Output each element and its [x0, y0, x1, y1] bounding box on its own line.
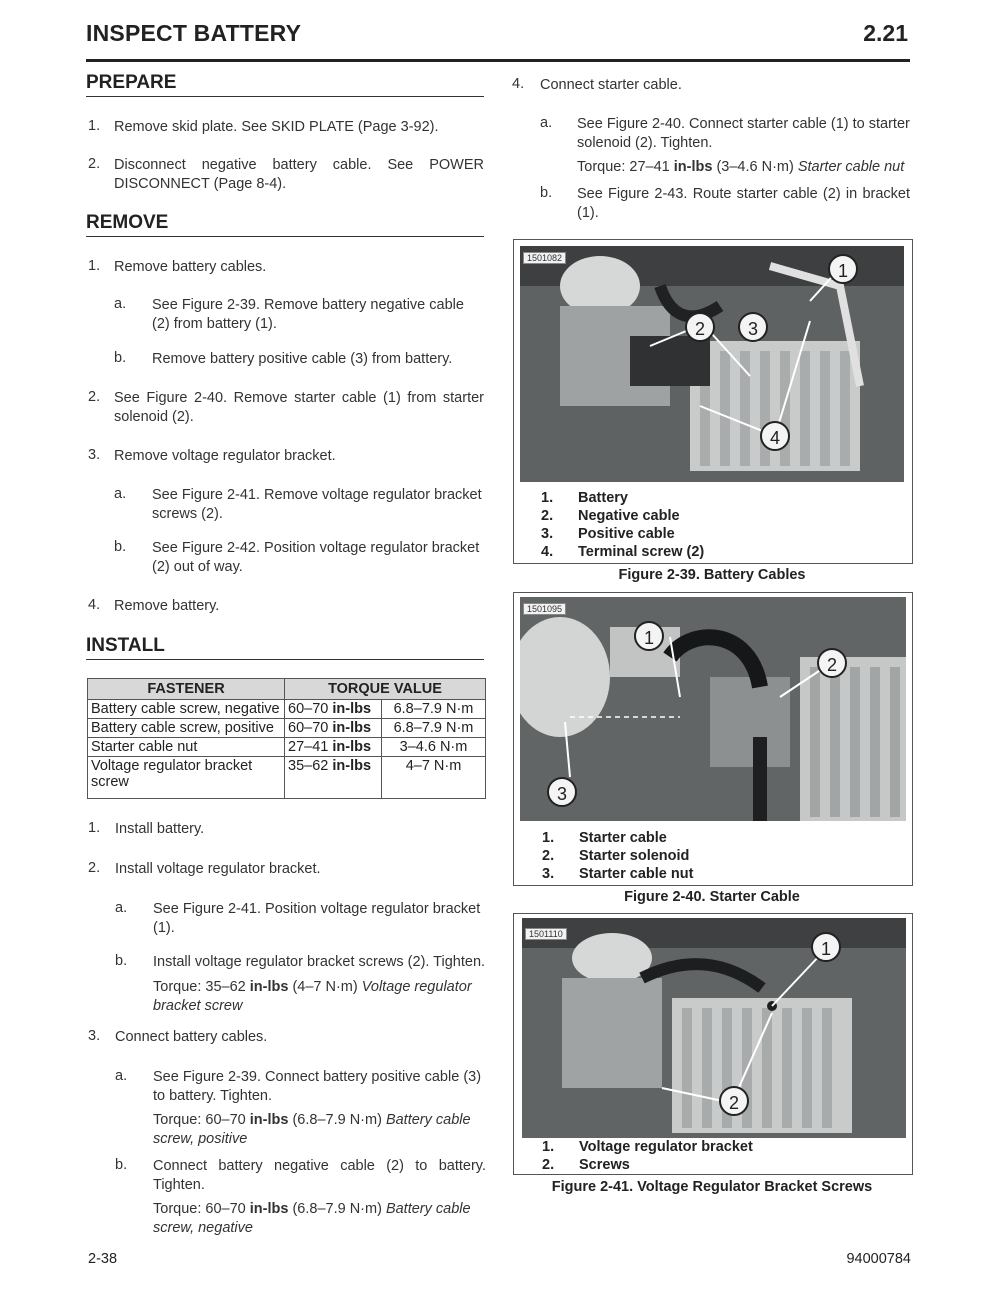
- section-number: 2.21: [863, 20, 908, 46]
- step-text: See Figure 2-40. Remove starter cable (1) from starter solenoid (2).: [114, 390, 484, 425]
- torque-inlbs-cell: 60–70 in-lbs: [285, 719, 382, 738]
- fastener-cell: Battery cable screw, negative: [88, 700, 285, 719]
- torque-nm-cell: 6.8–7.9 N·m: [382, 719, 486, 738]
- callout-4: 4: [760, 421, 790, 451]
- substep-letter: b.: [114, 350, 127, 366]
- step-number: 3.: [88, 447, 101, 463]
- table-row: [88, 738, 486, 757]
- callout-1: 1: [811, 932, 841, 962]
- column-header: FASTENER: [88, 679, 285, 700]
- voltage-regulator-photo: [522, 918, 906, 1138]
- starter-cable-photo: [520, 597, 906, 821]
- header-rule: [86, 59, 910, 62]
- table-row: [88, 757, 486, 799]
- torque-spec: Torque: 60–70 in-lbs (6.8–7.9 N·m) Battery cable screw, negative: [153, 1201, 471, 1236]
- callout-2: 2: [719, 1086, 749, 1116]
- remove-heading: REMOVE: [86, 212, 484, 237]
- callout-3: 3: [738, 312, 768, 342]
- step-number: 1.: [88, 258, 101, 274]
- substep-text: Connect battery negative cable (2) to battery. Tighten.: [153, 1158, 486, 1193]
- step-number: 1.: [88, 118, 101, 134]
- substep-letter: b.: [115, 1157, 128, 1173]
- callout-3: 3: [547, 777, 577, 807]
- fastener-cell: Battery cable screw, positive: [88, 719, 285, 738]
- substep-letter: b.: [114, 539, 127, 555]
- figure-battery-cables: [513, 239, 913, 564]
- page-title: INSPECT BATTERY: [86, 20, 302, 46]
- legend-item: 3. Positive cable: [541, 526, 675, 542]
- step-text: Install battery.: [115, 821, 205, 837]
- document-number: 94000784: [846, 1251, 911, 1267]
- torque-table: [87, 678, 486, 799]
- step-text: Remove voltage regulator bracket.: [114, 448, 336, 464]
- step-number: 4.: [512, 76, 525, 92]
- legend-item: 1. Voltage regulator bracket: [542, 1139, 753, 1155]
- step-number: 1.: [88, 820, 101, 836]
- legend-item: 2. Starter solenoid: [542, 848, 690, 864]
- step-number: 2.: [88, 156, 101, 172]
- torque-nm-cell: 3–4.6 N·m: [382, 738, 486, 757]
- table-header-row: [88, 679, 486, 700]
- torque-inlbs-cell: 27–41 in-lbs: [285, 738, 382, 757]
- column-header: TORQUE VALUE: [285, 679, 486, 700]
- substep-letter: a.: [114, 296, 127, 312]
- fastener-cell: Starter cable nut: [88, 738, 285, 757]
- figure-caption: Figure 2-41. Voltage Regulator Bracket Screws: [551, 1179, 873, 1195]
- voltage-regulator-illustration: [522, 918, 906, 1138]
- callout-2: 2: [685, 312, 715, 342]
- fastener-cell: Voltage regulator bracket screw: [88, 757, 285, 799]
- figure-caption: Figure 2-39. Battery Cables: [618, 567, 806, 583]
- callout-2: 2: [817, 648, 847, 678]
- page-number: 2-38: [88, 1251, 118, 1267]
- legend-item: 2. Screws: [542, 1157, 630, 1173]
- substep-text: See Figure 2-39. Connect battery positive cable (3) to battery. Tighten.: [153, 1069, 482, 1104]
- torque-spec: Torque: 35–62 in-lbs (4–7 N·m) Voltage regulator bracket screw: [153, 979, 472, 1014]
- step-text: Install voltage regulator bracket.: [115, 861, 321, 877]
- substep-letter: b.: [115, 953, 128, 969]
- substep-text: See Figure 2-42. Position voltage regulator bracket (2) out of way.: [152, 540, 480, 575]
- figure-id-tag: 1501110: [525, 928, 567, 940]
- substep-letter: a.: [115, 900, 128, 916]
- legend-item: 2. Negative cable: [541, 508, 680, 524]
- substep-letter: a.: [115, 1068, 128, 1084]
- substep-text: See Figure 2-43. Route starter cable (2) in bracket (1).: [577, 186, 910, 221]
- step-number: 2.: [88, 389, 101, 405]
- step-text: Remove battery cables.: [114, 259, 267, 275]
- table-row: [88, 700, 486, 719]
- legend-item: 1. Starter cable: [542, 830, 667, 846]
- starter-cable-illustration: [520, 597, 906, 821]
- substep-text: Remove battery positive cable (3) from battery.: [152, 351, 453, 367]
- torque-spec: Torque: 60–70 in-lbs (6.8–7.9 N·m) Battery cable screw, positive: [153, 1112, 471, 1147]
- substep-text: See Figure 2-40. Connect starter cable (1) to starter solenoid (2). Tighten.: [577, 116, 910, 151]
- torque-nm-cell: 4–7 N·m: [382, 757, 486, 799]
- step-text: Disconnect negative battery cable. See POWER DISCONNECT (Page 8-4).: [114, 157, 484, 192]
- substep-text: See Figure 2-39. Remove battery negative cable (2) from battery (1).: [152, 297, 464, 332]
- figure-caption: Figure 2-40. Starter Cable: [624, 889, 800, 905]
- figure-voltage-regulator-bracket-screws: [513, 913, 913, 1175]
- callout-1: 1: [828, 254, 858, 284]
- legend-item: 4. Terminal screw (2): [541, 544, 705, 560]
- figure-id-tag: 1501095: [523, 603, 566, 615]
- torque-nm-cell: 6.8–7.9 N·m: [382, 700, 486, 719]
- callout-1: 1: [634, 621, 664, 651]
- substep-text: See Figure 2-41. Remove voltage regulator bracket screws (2).: [152, 487, 482, 522]
- substep-text: Install voltage regulator bracket screws (2). Tighten.: [153, 954, 486, 970]
- step-number: 4.: [88, 597, 101, 613]
- legend-item: 1. Battery: [541, 490, 628, 506]
- figure-starter-cable: [513, 592, 913, 886]
- step-text: Remove battery.: [114, 598, 220, 614]
- substep-letter: a.: [540, 115, 553, 131]
- torque-spec: Torque: 27–41 in-lbs (3–4.6 N·m) Starter cable nut: [577, 159, 905, 175]
- step-text: Connect battery cables.: [115, 1029, 268, 1045]
- torque-inlbs-cell: 60–70 in-lbs: [285, 700, 382, 719]
- substep-text: See Figure 2-41. Position voltage regulator bracket (1).: [153, 901, 481, 936]
- legend-item: 3. Starter cable nut: [542, 866, 694, 882]
- table-row: [88, 719, 486, 738]
- prepare-heading: PREPARE: [86, 72, 484, 97]
- substep-letter: a.: [114, 486, 127, 502]
- step-text: Remove skid plate. See SKID PLATE (Page 3-92).: [114, 119, 439, 135]
- battery-cables-photo: [520, 246, 904, 482]
- figure-legend: [542, 1138, 753, 1174]
- install-heading: INSTALL: [86, 635, 484, 660]
- torque-inlbs-cell: 35–62 in-lbs: [285, 757, 382, 799]
- step-number: 2.: [88, 860, 101, 876]
- step-text: Connect starter cable.: [540, 77, 682, 93]
- figure-legend: [541, 489, 704, 561]
- step-number: 3.: [88, 1028, 101, 1044]
- figure-legend: [542, 829, 693, 883]
- figure-id-tag: 1501082: [523, 252, 566, 264]
- substep-letter: b.: [540, 185, 553, 201]
